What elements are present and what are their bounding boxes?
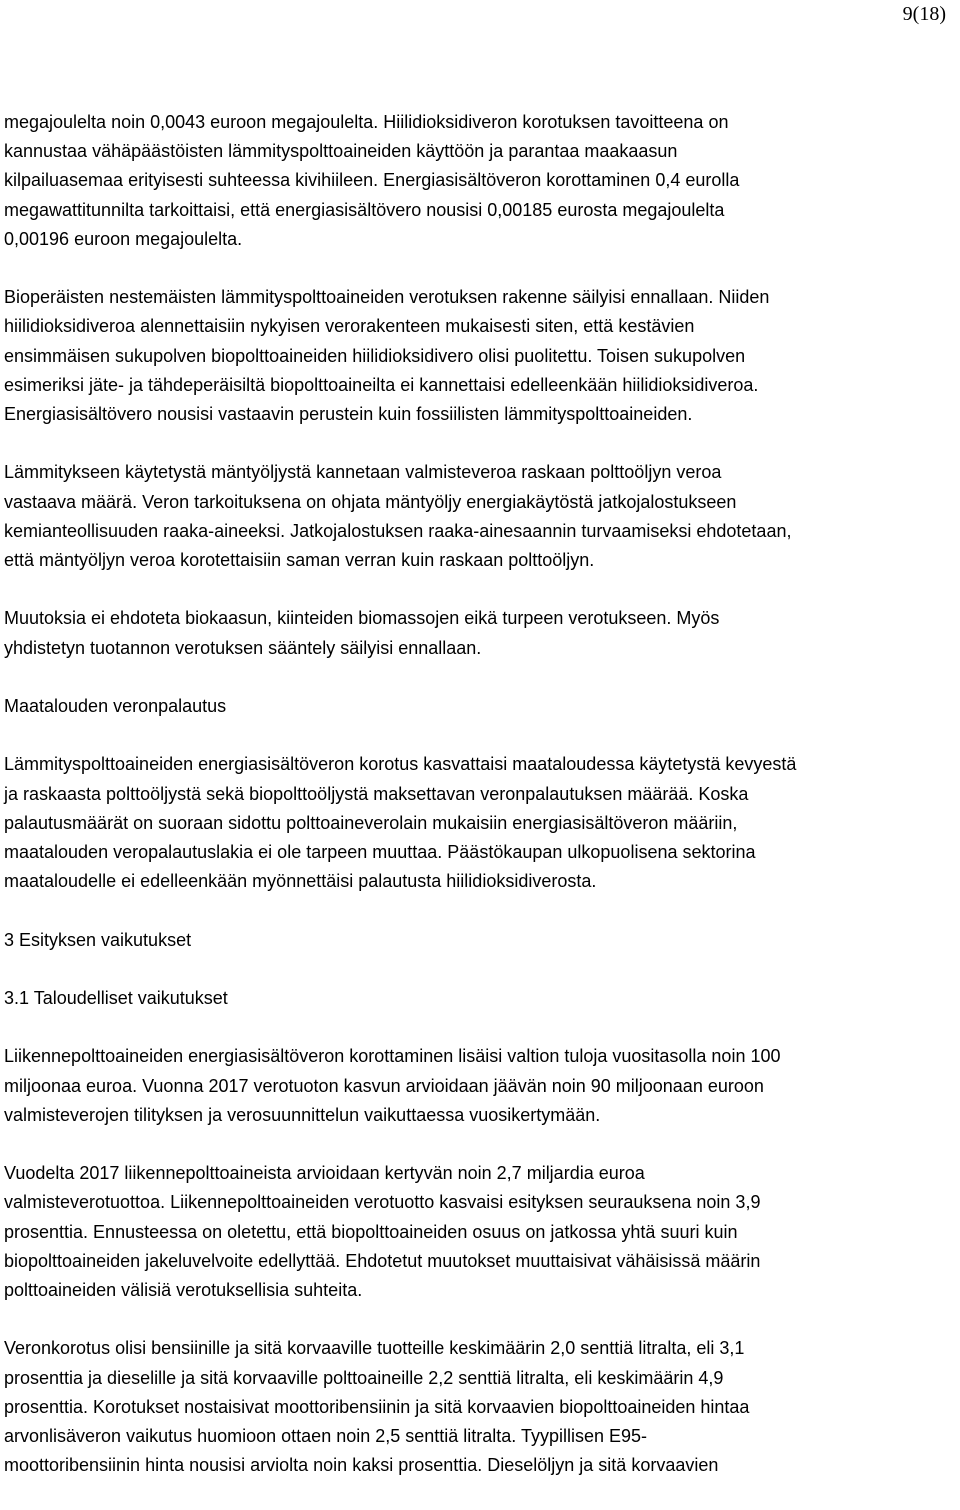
- text-line: biopolttoaineiden jakeluvelvoite edellyttää. Ehdotetut muutokset muuttaisivat vähäisissä määrin: [4, 1250, 761, 1271]
- text-line: Liikennepolttoaineiden energiasisältöveron korottaminen lisäisi valtion tuloja vuositasolla noin 100: [4, 1046, 781, 1067]
- section-heading: Maatalouden veronpalautus: [4, 696, 227, 716]
- text-line: valmisteverotuottoa. Liikennepolttoaineiden verotuotto kasvaisi esityksen seurauksena noin 3,9: [4, 1192, 761, 1213]
- text-line: hiilidioksidiveroa alennettaisiin nykyisen verorakenteen mukaisesti siten, että kestävien: [4, 316, 695, 337]
- text-line: Bioperäisten nestemäisten lämmityspolttoaineiden verotuksen rakenne säilyisi ennallaan. Niiden: [4, 287, 770, 308]
- text-line: megajoulelta noin 0,0043 euroon megajoulelta. Hiilidioksidiveron korotuksen tavoitteena on: [4, 112, 729, 132]
- paragraph: [4, 1159, 960, 1305]
- text-line: kilpailuasemaa erityisesti suhteessa kivihiileen. Energiasisältöveron korottaminen 0,4 eurolla: [4, 170, 740, 191]
- text-line: Vuodelta 2017 liikennepolttoaineista arvioidaan kertyvän noin 2,7 miljardia euroa: [4, 1163, 645, 1184]
- text-line: Energiasisältövero nousisi vastaavin perustein kuin fossiilisten lämmityspolttoaineiden.: [4, 404, 693, 425]
- text-line: prosenttia. Ennusteessa on oletettu, että biopolttoaineiden osuus on jatkossa yhtä suuri kuin: [4, 1221, 738, 1242]
- text-line: arvonlisäveron vaikutus huomioon ottaen noin 2,5 senttiä litralta. Tyypillisen E95-: [4, 1425, 648, 1446]
- paragraph: [4, 1042, 960, 1130]
- section-heading: 3 Esityksen vaikutukset: [4, 929, 192, 950]
- text-line: kannustaa vähäpäästöisten lämmityspolttoaineiden käyttöön ja parantaa maakaasun: [4, 141, 678, 162]
- paragraph: [4, 1334, 960, 1480]
- text-line: Muutoksia ei ehdoteta biokaasun, kiinteiden biomassojen eikä turpeen verotukseen. Myös: [4, 608, 720, 629]
- text-line: Lämmityspolttoaineiden energiasisältöveron korotus kasvattaisi maataloudessa käytetystä kevyestä: [4, 754, 797, 775]
- text-line: maataloudelle ei edelleenkään myönnettäisi palautusta hiilidioksidiverosta.: [4, 871, 597, 892]
- paragraph: [4, 108, 960, 254]
- text-line: 0,00196 euroon megajoulelta.: [4, 228, 243, 249]
- text-line: valmisteverojen tilityksen ja verosuunnittelun vaikuttaessa vuosikertymään.: [4, 1104, 601, 1125]
- paragraph: [4, 458, 960, 575]
- text-line: että mäntyöljyn veroa korotettaisiin saman verran kuin raskaan polttoöljyn.: [4, 550, 595, 571]
- text-line: prosenttia ja dieselille ja sitä korvaaville polttoaineille 2,2 senttiä litralta, eli keskimäärin 4,9: [4, 1367, 724, 1388]
- text-line: yhdistetyn tuotannon verotuksen sääntely säilyisi ennallaan.: [4, 637, 482, 658]
- text-line: ja raskaasta polttoöljystä sekä biopolttoöljystä maksettavan veronpalautuksen määrää. Koska: [4, 783, 749, 804]
- text-line: kemianteollisuuden raaka-aineeksi. Jatkojalostuksen raaka-ainesaannin turvaamiseksi ehdotetaan,: [4, 520, 792, 541]
- text-line: miljoonaa euroa. Vuonna 2017 verotuoton kasvun arvioidaan jäävän noin 90 miljoonaan euroon: [4, 1075, 764, 1096]
- text-line: polttoaineiden välisiä verotuksellisia suhteita.: [4, 1279, 363, 1300]
- text-line: ensimmäisen sukupolven biopolttoaineiden hiilidioksidivero olisi puolitettu. Toisen sukupolven: [4, 345, 746, 366]
- subsection-heading: 3.1 Taloudelliset vaikutukset: [4, 987, 228, 1008]
- text-line: esimeriksi jäte- ja tähdeperäisiltä biopolttoaineilta ei kannettaisi edelleenkään hiilidioksidiveroa.: [4, 374, 759, 395]
- text-line: prosenttia. Korotukset nostaisivat moottoribensiinin ja sitä korvaavien biopolttoaineiden hintaa: [4, 1396, 750, 1417]
- text-line: Lämmitykseen käytetystä mäntyöljystä kannetaan valmisteveroa raskaan polttoöljyn veroa: [4, 462, 722, 483]
- text-line: maatalouden veropalautuslakia ei ole tarpeen muuttaa. Päästökaupan ulkopuolisena sektorina: [4, 842, 756, 862]
- paragraph: [4, 283, 960, 429]
- document-body: [4, 108, 960, 1510]
- text-line: vastaava määrä. Veron tarkoituksena on ohjata mäntyöljy energiakäytöstä jatkojalostukseen: [4, 491, 737, 512]
- text-line: palautusmäärät on suoraan sidottu polttoaineverolain mukaisiin energiasisältöveron määriin,: [4, 812, 738, 833]
- text-line: megawattitunnilta tarkoittaisi, että energiasisältövero nousisi 0,00185 eurosta megajoulelta: [4, 199, 725, 220]
- page-number: 9(18): [902, 3, 946, 25]
- paragraph: [4, 604, 960, 662]
- text-line: Veronkorotus olisi bensiinille ja sitä korvaaville tuotteille keskimäärin 2,0 senttiä litralta, eli 3,1: [4, 1338, 745, 1359]
- text-line: moottoribensiinin hinta nousisi arviolta noin kaksi prosenttia. Dieselöljyn ja sitä korvaavien: [4, 1455, 719, 1476]
- paragraph: [4, 750, 960, 896]
